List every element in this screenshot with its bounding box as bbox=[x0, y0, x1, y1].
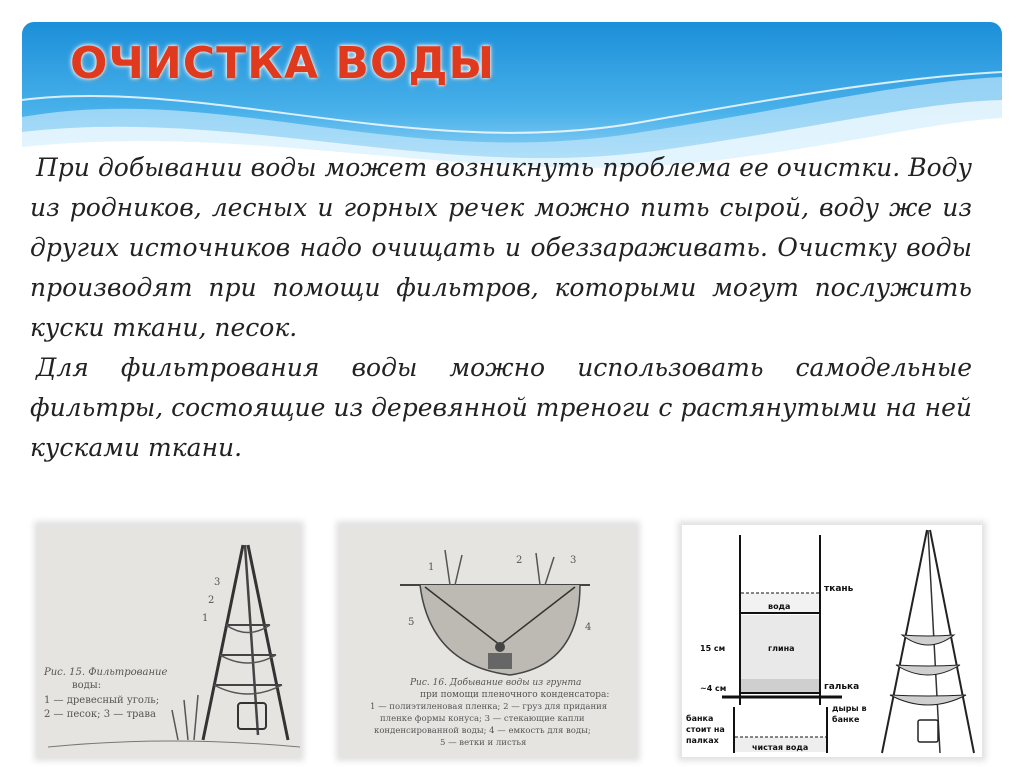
fig1-label-2: 2 bbox=[208, 595, 215, 606]
slide-title: ОЧИСТКА ВОДЫ bbox=[70, 38, 496, 89]
tripod-filter-drawing bbox=[38, 525, 300, 757]
fig3-label-banke: банке bbox=[832, 715, 860, 724]
fig2-label-5: 5 bbox=[408, 617, 415, 628]
fig3-label-15cm: 15 см bbox=[700, 644, 726, 653]
fig2-label-2: 2 bbox=[516, 555, 523, 566]
fig2-label-4: 4 bbox=[585, 622, 592, 633]
fig2-caption-3: 1 — полиэтиленовая пленка; 2 — груз для придания bbox=[370, 702, 608, 712]
figure-layered-filter bbox=[682, 525, 982, 757]
fig2-caption-1: Рис. 16. Добывание воды из грунта bbox=[410, 678, 582, 688]
fig3-label-dyry: дыры в bbox=[832, 704, 867, 713]
fig3-label-galka: галька bbox=[824, 682, 860, 692]
layered-filter-drawing bbox=[682, 525, 982, 757]
fig3-label-tkan: ткань bbox=[824, 584, 854, 594]
fig1-caption-2: воды: bbox=[72, 680, 102, 691]
fig1-caption-4: 2 — песок; 3 — трава bbox=[44, 709, 156, 720]
fig2-label-3: 3 bbox=[570, 555, 577, 566]
fig2-caption-6: 5 — ветки и листья bbox=[440, 738, 527, 748]
fig1-label-1: 1 bbox=[202, 613, 209, 624]
fig3-label-chistaya: чистая вода bbox=[752, 743, 809, 752]
paragraph-2: Для фильтрования воды можно использовать самодельные фильтры, состоящие из деревянной треноги с растянутыми на ней кусками ткани. bbox=[30, 353, 972, 462]
fig2-label-1: 1 bbox=[428, 562, 435, 573]
fig3-label-banka-1: банка bbox=[686, 714, 714, 723]
fig1-caption-1: Рис. 15. Фильтрование bbox=[44, 667, 168, 678]
fig3-label-banka-2: стоит на bbox=[686, 725, 725, 734]
figure-tripod-filter bbox=[38, 525, 300, 757]
fig2-caption-2: при помощи пленочного конденсатора: bbox=[420, 690, 610, 700]
body-text bbox=[30, 148, 972, 468]
fig3-label-4cm: ~4 см bbox=[700, 684, 727, 693]
fig1-caption-3: 1 — древесный уголь; bbox=[44, 695, 160, 706]
fig3-label-glina: глина bbox=[768, 644, 795, 653]
fig2-caption-4: пленке формы конуса; 3 — стекающие капли bbox=[380, 714, 585, 724]
fig1-label-3: 3 bbox=[214, 577, 221, 588]
fig2-caption-5: конденсированной воды; 4 — емкость для воды; bbox=[374, 726, 591, 736]
figure-film-condenser bbox=[340, 525, 636, 757]
film-condenser-drawing bbox=[340, 525, 636, 757]
fig3-label-banka-3: палках bbox=[686, 736, 719, 745]
fig3-label-voda: вода bbox=[768, 602, 791, 611]
paragraph-1: При добывании воды может возникнуть проблема ее очистки. Воду из родников, лесных и горных речек можно пить сырой, воду же из других источников надо очищать и обеззараживать. Очистку воды производят при помощи фильтров, которыми могут послужить куски ткани, песок. bbox=[30, 153, 972, 342]
